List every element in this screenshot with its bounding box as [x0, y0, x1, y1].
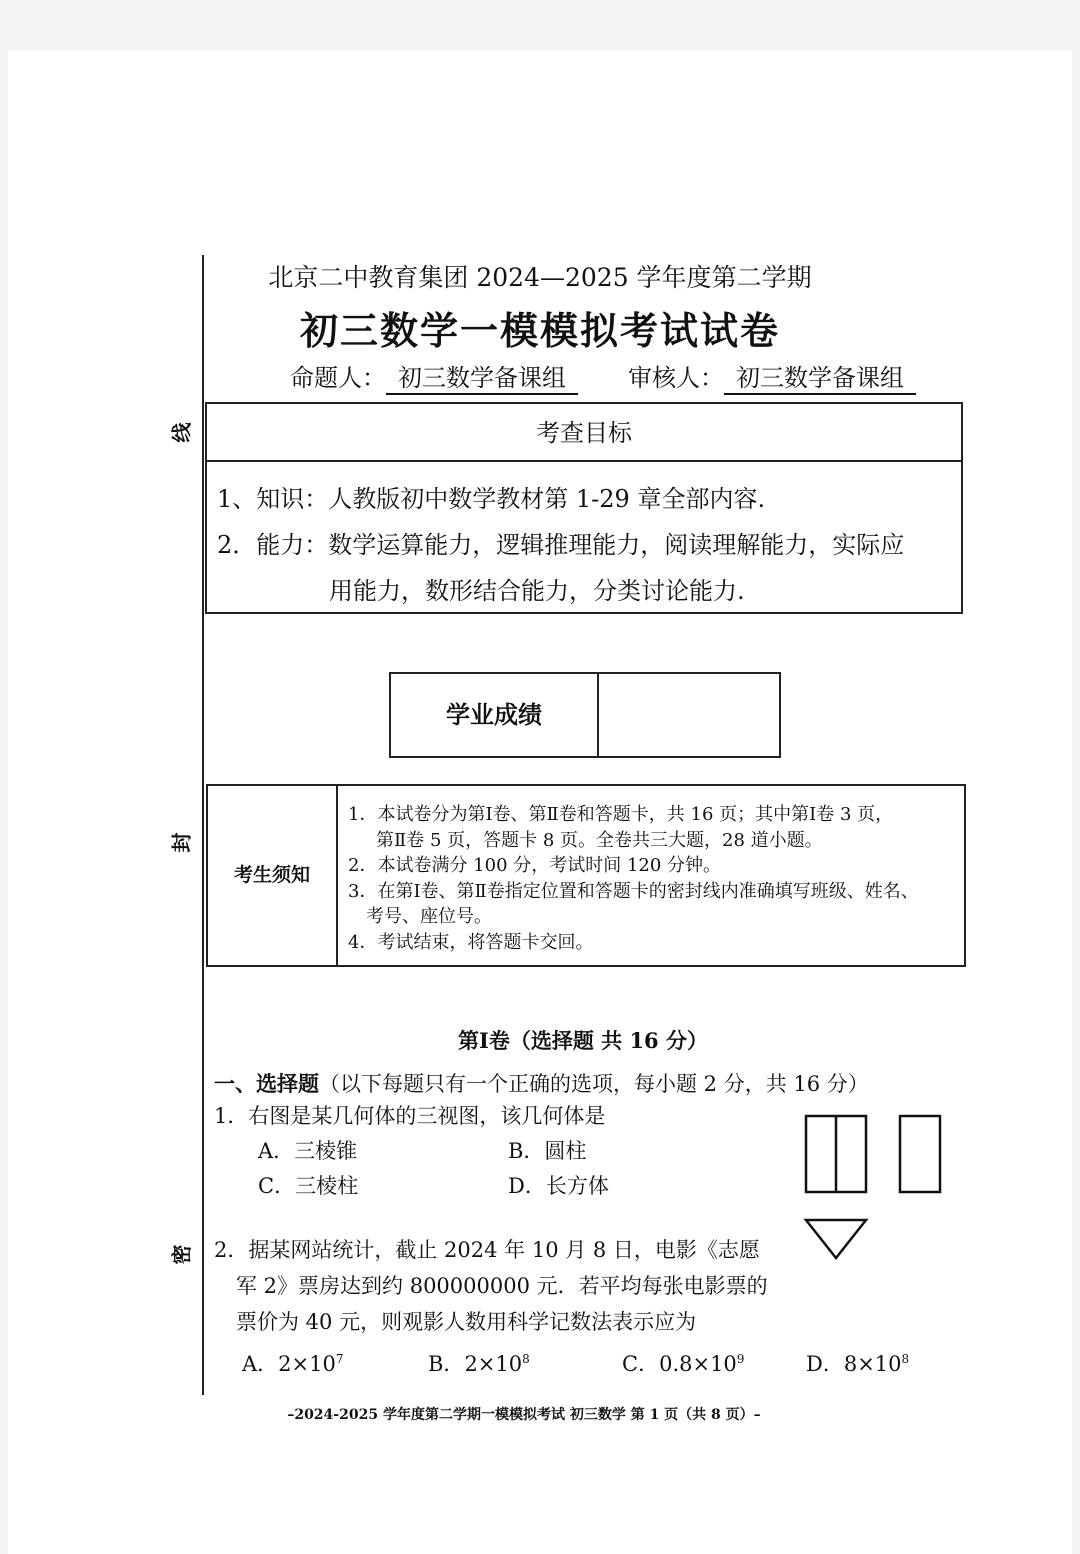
q2-option-c: C．$0.8\times 10^9$ [622, 1352, 745, 1376]
notice-label: 考生须知 [208, 786, 338, 965]
q1-option-d: D．长方体 [508, 1174, 609, 1198]
author-label: 命题人： [290, 364, 386, 392]
side-view [900, 1116, 940, 1192]
q1-option-b: B．圆柱 [508, 1139, 587, 1163]
q2-option-b: B．$2\times 10^8$ [428, 1352, 530, 1376]
binding-line [202, 255, 204, 1395]
goal-knowledge: 1、知识：人教版初中数学教材第 1-29 章全部内容. [217, 485, 766, 513]
notice-item: 3．在第Ⅰ卷、第Ⅱ卷指定位置和答题卡的密封线内准确填写班级、姓名、 [348, 880, 919, 902]
seal-char-mi: 密 [169, 1244, 194, 1265]
goal-ability-cont: 用能力，数形结合能力，分类讨论能力. [329, 577, 745, 605]
q2-stem-line3: 票价为 40 元，则观影人数用科学记数法表示应为 [236, 1310, 697, 1334]
notice-item: 第Ⅱ卷 5 页，答题卡 8 页。全卷共三大题，28 道小题。 [376, 829, 823, 851]
seal-char-feng: 封 [169, 832, 194, 853]
notice-item: 4．考试结束，将答题卡交回。 [348, 931, 594, 953]
notice-item: 1．本试卷分为第Ⅰ卷、第Ⅱ卷和答题卡，共 16 页；其中第Ⅰ卷 3 页， [348, 804, 894, 825]
q1-stem: 1．右图是某几何体的三视图，该几何体是 [214, 1104, 606, 1128]
three-views-figure [800, 1112, 950, 1262]
section-title: 第Ⅰ卷（选择题 共 16 分） [458, 1028, 708, 1053]
score-box [389, 672, 781, 758]
goal-ability: 2．能力：数学运算能力，逻辑推理能力，阅读理解能力，实际应 [217, 531, 905, 559]
part-heading [214, 1068, 869, 1098]
notice-item: 2．本试卷满分 100 分，考试时间 120 分钟。 [348, 855, 722, 876]
q2-option-a: A．$2\times 10^7$ [242, 1352, 344, 1376]
top-view [806, 1220, 866, 1258]
reviewer-label: 审核人： [628, 364, 724, 392]
seal-char-xian: 线 [169, 422, 194, 443]
q2-option-d: D．$8\times 10^8$ [806, 1352, 910, 1376]
author-line [290, 358, 578, 395]
part-label: 一、选择题 [214, 1071, 319, 1096]
page-footer: –2024-2025 学年度第二学期一模模拟考试 初三数学 第 1 页（共 8 页）– [287, 1407, 761, 1423]
q2-stem-line2: 军 2》票房达到约 800000000 元．若平均每张电影票的 [236, 1274, 768, 1298]
q1-option-c: C．三棱柱 [258, 1174, 359, 1198]
q1-option-a: A．三棱锥 [258, 1139, 358, 1163]
goals-body [205, 460, 963, 614]
exam-title: 初三数学一模模拟考试试卷 [299, 308, 780, 353]
school-line: 北京二中教育集团 2024—2025 学年度第二学期 [268, 263, 812, 292]
notice-item: 考号、座位号。 [366, 906, 492, 927]
score-value-cell[interactable] [599, 674, 779, 756]
author-value: 初三数学备课组 [386, 358, 578, 395]
part-desc: （以下每题只有一个正确的选项，每小题 2 分，共 16 分） [319, 1072, 869, 1096]
reviewer-value: 初三数学备课组 [724, 358, 916, 395]
score-label: 学业成绩 [391, 674, 599, 756]
reviewer-line [628, 358, 916, 395]
exam-notice [206, 784, 966, 967]
goals-heading: 考查目标 [205, 402, 963, 462]
notice-items [348, 802, 919, 955]
q2-stem-line1: 2．据某网站统计，截止 2024 年 10 月 8 日，电影《志愿 [214, 1238, 760, 1262]
